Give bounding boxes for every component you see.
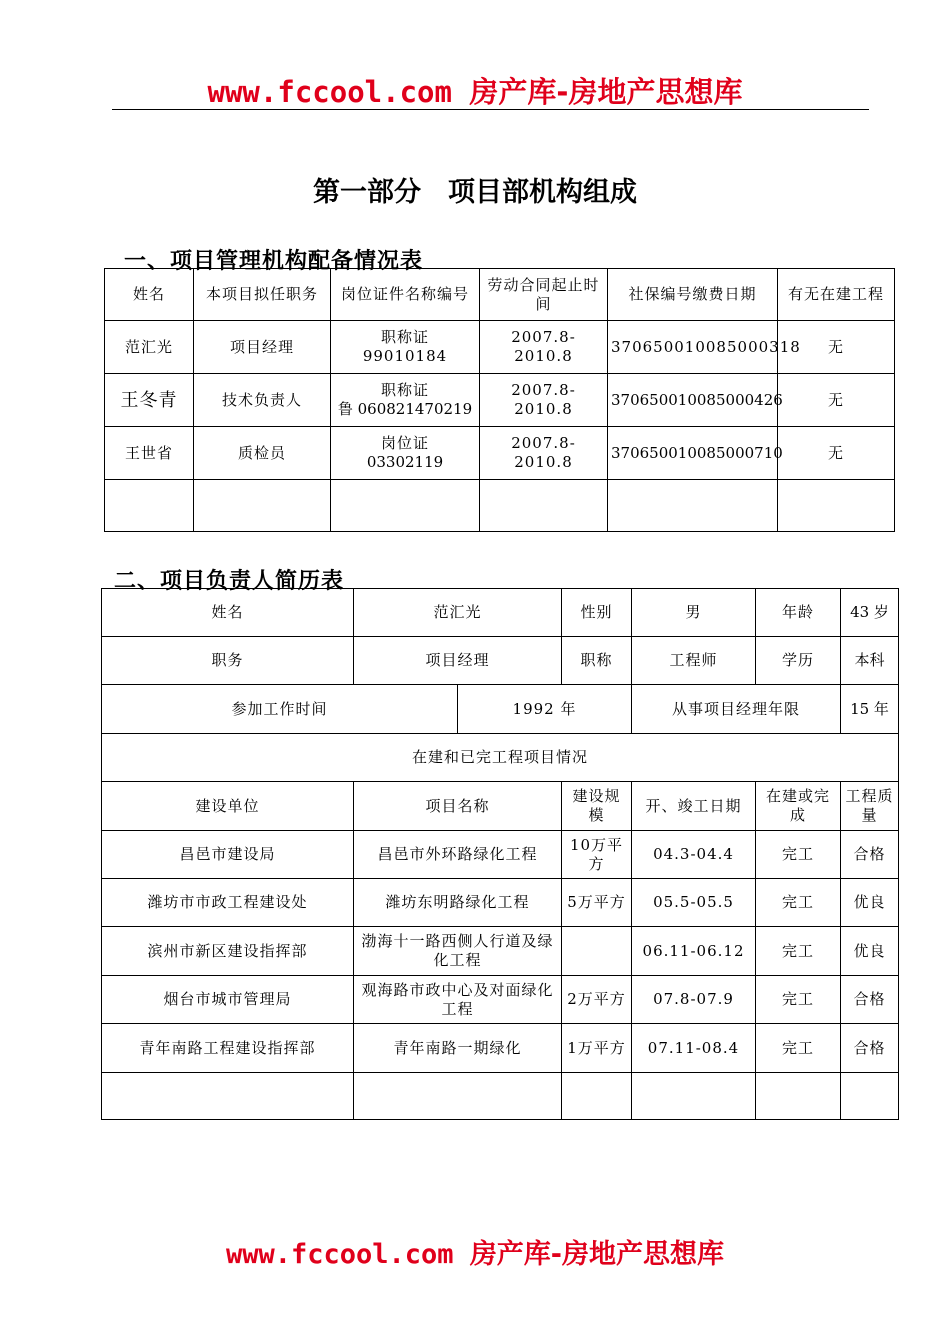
- staff-contract: 2007.8-2010.8: [480, 321, 608, 374]
- empty-cell: [841, 1073, 899, 1120]
- staff-name: 范汇光: [105, 321, 194, 374]
- manager-resume-table: [101, 588, 899, 1120]
- label-work-start: 参加工作时间: [102, 685, 458, 734]
- project-unit: 滨州市新区建设指挥部: [102, 927, 354, 976]
- project-dates: 07.8-07.9: [632, 976, 756, 1024]
- empty-cell: [331, 480, 480, 532]
- footer-banner: [0, 1232, 950, 1271]
- header-cell: 劳动合同起止时间: [480, 269, 608, 321]
- staff-position: 项目经理: [194, 321, 331, 374]
- banner-site-name: 房产库-房地产思想库: [469, 1239, 725, 1270]
- value-pm-years: 15 年: [841, 685, 899, 734]
- table-row: [102, 1024, 899, 1073]
- empty-cell: [105, 480, 194, 532]
- staff-certificate: [331, 321, 480, 374]
- project-unit: 青年南路工程建设指挥部: [102, 1024, 354, 1073]
- table-row-empty: [102, 1073, 899, 1120]
- project-quality: 合格: [841, 1024, 899, 1073]
- header-cell: 本项目拟任职务: [194, 269, 331, 321]
- label-title: 职称: [562, 637, 632, 685]
- table-row: [105, 427, 895, 480]
- project-scale: 1万平方: [562, 1024, 632, 1073]
- project-status: 完工: [756, 1024, 841, 1073]
- project-unit: 潍坊市市政工程建设处: [102, 879, 354, 927]
- staff-position: 技术负责人: [194, 374, 331, 427]
- project-status: 完工: [756, 879, 841, 927]
- staff-ongoing: 无: [778, 374, 895, 427]
- header-cell: 开、竣工日期: [632, 782, 756, 831]
- project-dates: 07.11-08.4: [632, 1024, 756, 1073]
- value-work-start: 1992 年: [458, 685, 632, 734]
- project-status: 完工: [756, 927, 841, 976]
- section1-heading: 一、项目管理机构配备情况表: [124, 249, 424, 274]
- label-pm-years: 从事项目经理年限: [632, 685, 841, 734]
- header-cell: 在建或完成: [756, 782, 841, 831]
- label-duty: 职务: [102, 637, 354, 685]
- staff-certificate: [331, 427, 480, 480]
- header-cell: 项目名称: [354, 782, 562, 831]
- project-status: 完工: [756, 976, 841, 1024]
- project-name: 观海路市政中心及对面绿化工程: [354, 976, 562, 1024]
- table-row: [102, 879, 899, 927]
- header-cell: 有无在建工程: [778, 269, 895, 321]
- table-row: [102, 976, 899, 1024]
- header-cell: 工程质量: [841, 782, 899, 831]
- cert-number: 03302119: [366, 453, 444, 471]
- page-title: 第一部分 项目部机构组成: [313, 177, 637, 208]
- cert-type: 岗位证: [380, 434, 429, 452]
- table-row: [102, 927, 899, 976]
- banner-url[interactable]: www.fccool.com: [225, 1239, 454, 1270]
- empty-cell: [756, 1073, 841, 1120]
- projects-header-row: [102, 782, 899, 831]
- project-dates: 05.5-05.5: [632, 879, 756, 927]
- project-scale: 10万平方: [562, 831, 632, 879]
- empty-cell: [480, 480, 608, 532]
- table-header-row: [105, 269, 895, 321]
- value-gender: 男: [632, 589, 756, 637]
- project-scale: 5万平方: [562, 879, 632, 927]
- staff-social-security: 370650010085000426: [608, 374, 778, 427]
- label-gender: 性别: [562, 589, 632, 637]
- value-age: 43 岁: [841, 589, 899, 637]
- project-status: 完工: [756, 831, 841, 879]
- project-quality: 合格: [841, 976, 899, 1024]
- header-cell: 岗位证件名称编号: [331, 269, 480, 321]
- resume-row-basic: [102, 589, 899, 637]
- cert-number: 鲁 060821470219: [337, 400, 473, 418]
- project-name: 青年南路一期绿化: [354, 1024, 562, 1073]
- project-name: 潍坊东明路绿化工程: [354, 879, 562, 927]
- staff-name: 王冬青: [105, 374, 194, 427]
- staff-position: 质检员: [194, 427, 331, 480]
- value-name: 范汇光: [354, 589, 562, 637]
- cert-type: 职称证: [380, 381, 429, 399]
- staff-name: 王世省: [105, 427, 194, 480]
- header-rule: [112, 109, 869, 110]
- project-unit: 烟台市城市管理局: [102, 976, 354, 1024]
- table-row: [105, 374, 895, 427]
- staff-social-security: 370650010085000318: [608, 321, 778, 374]
- project-quality: 优良: [841, 879, 899, 927]
- project-quality: 合格: [841, 831, 899, 879]
- section2-heading: 二、项目负责人简历表: [114, 569, 345, 594]
- cert-type: 职称证: [380, 328, 429, 346]
- label-education: 学历: [756, 637, 841, 685]
- value-duty: 项目经理: [354, 637, 562, 685]
- staff-ongoing: 无: [778, 427, 895, 480]
- staff-social-security: 370650010085000710: [608, 427, 778, 480]
- projects-heading: 在建和已完工程项目情况: [102, 734, 899, 782]
- label-age: 年龄: [756, 589, 841, 637]
- banner-site-name: 房产库-房地产思想库: [469, 75, 743, 109]
- empty-cell: [194, 480, 331, 532]
- table-row: [102, 831, 899, 879]
- cert-number: 99010184: [362, 347, 448, 365]
- empty-cell: [562, 1073, 632, 1120]
- value-education: 本科: [841, 637, 899, 685]
- staff-ongoing: 无: [778, 321, 895, 374]
- project-dates: 04.3-04.4: [632, 831, 756, 879]
- label-name: 姓名: [102, 589, 354, 637]
- project-dates: 06.11-06.12: [632, 927, 756, 976]
- staff-certificate: [331, 374, 480, 427]
- project-name: 昌邑市外环路绿化工程: [354, 831, 562, 879]
- project-name: 渤海十一路西侧人行道及绿化工程: [354, 927, 562, 976]
- empty-cell: [102, 1073, 354, 1120]
- project-scale: 2万平方: [562, 976, 632, 1024]
- empty-cell: [778, 480, 895, 532]
- table-row: [105, 321, 895, 374]
- header-banner: [0, 70, 950, 111]
- value-title: 工程师: [632, 637, 756, 685]
- header-cell: 社保编号缴费日期: [608, 269, 778, 321]
- banner-url[interactable]: www.fccool.com: [207, 75, 452, 109]
- empty-cell: [354, 1073, 562, 1120]
- header-cell: 建设规模: [562, 782, 632, 831]
- projects-heading-row: [102, 734, 899, 782]
- resume-row-experience: [102, 685, 899, 734]
- project-scale: [562, 927, 632, 976]
- header-cell: 建设单位: [102, 782, 354, 831]
- empty-cell: [608, 480, 778, 532]
- management-staff-table: [104, 268, 895, 532]
- project-unit: 昌邑市建设局: [102, 831, 354, 879]
- header-cell: 姓名: [105, 269, 194, 321]
- table-row-empty: [105, 480, 895, 532]
- resume-row-duty: [102, 637, 899, 685]
- empty-cell: [632, 1073, 756, 1120]
- staff-contract: 2007.8-2010.8: [480, 427, 608, 480]
- project-quality: 优良: [841, 927, 899, 976]
- staff-contract: 2007.8-2010.8: [480, 374, 608, 427]
